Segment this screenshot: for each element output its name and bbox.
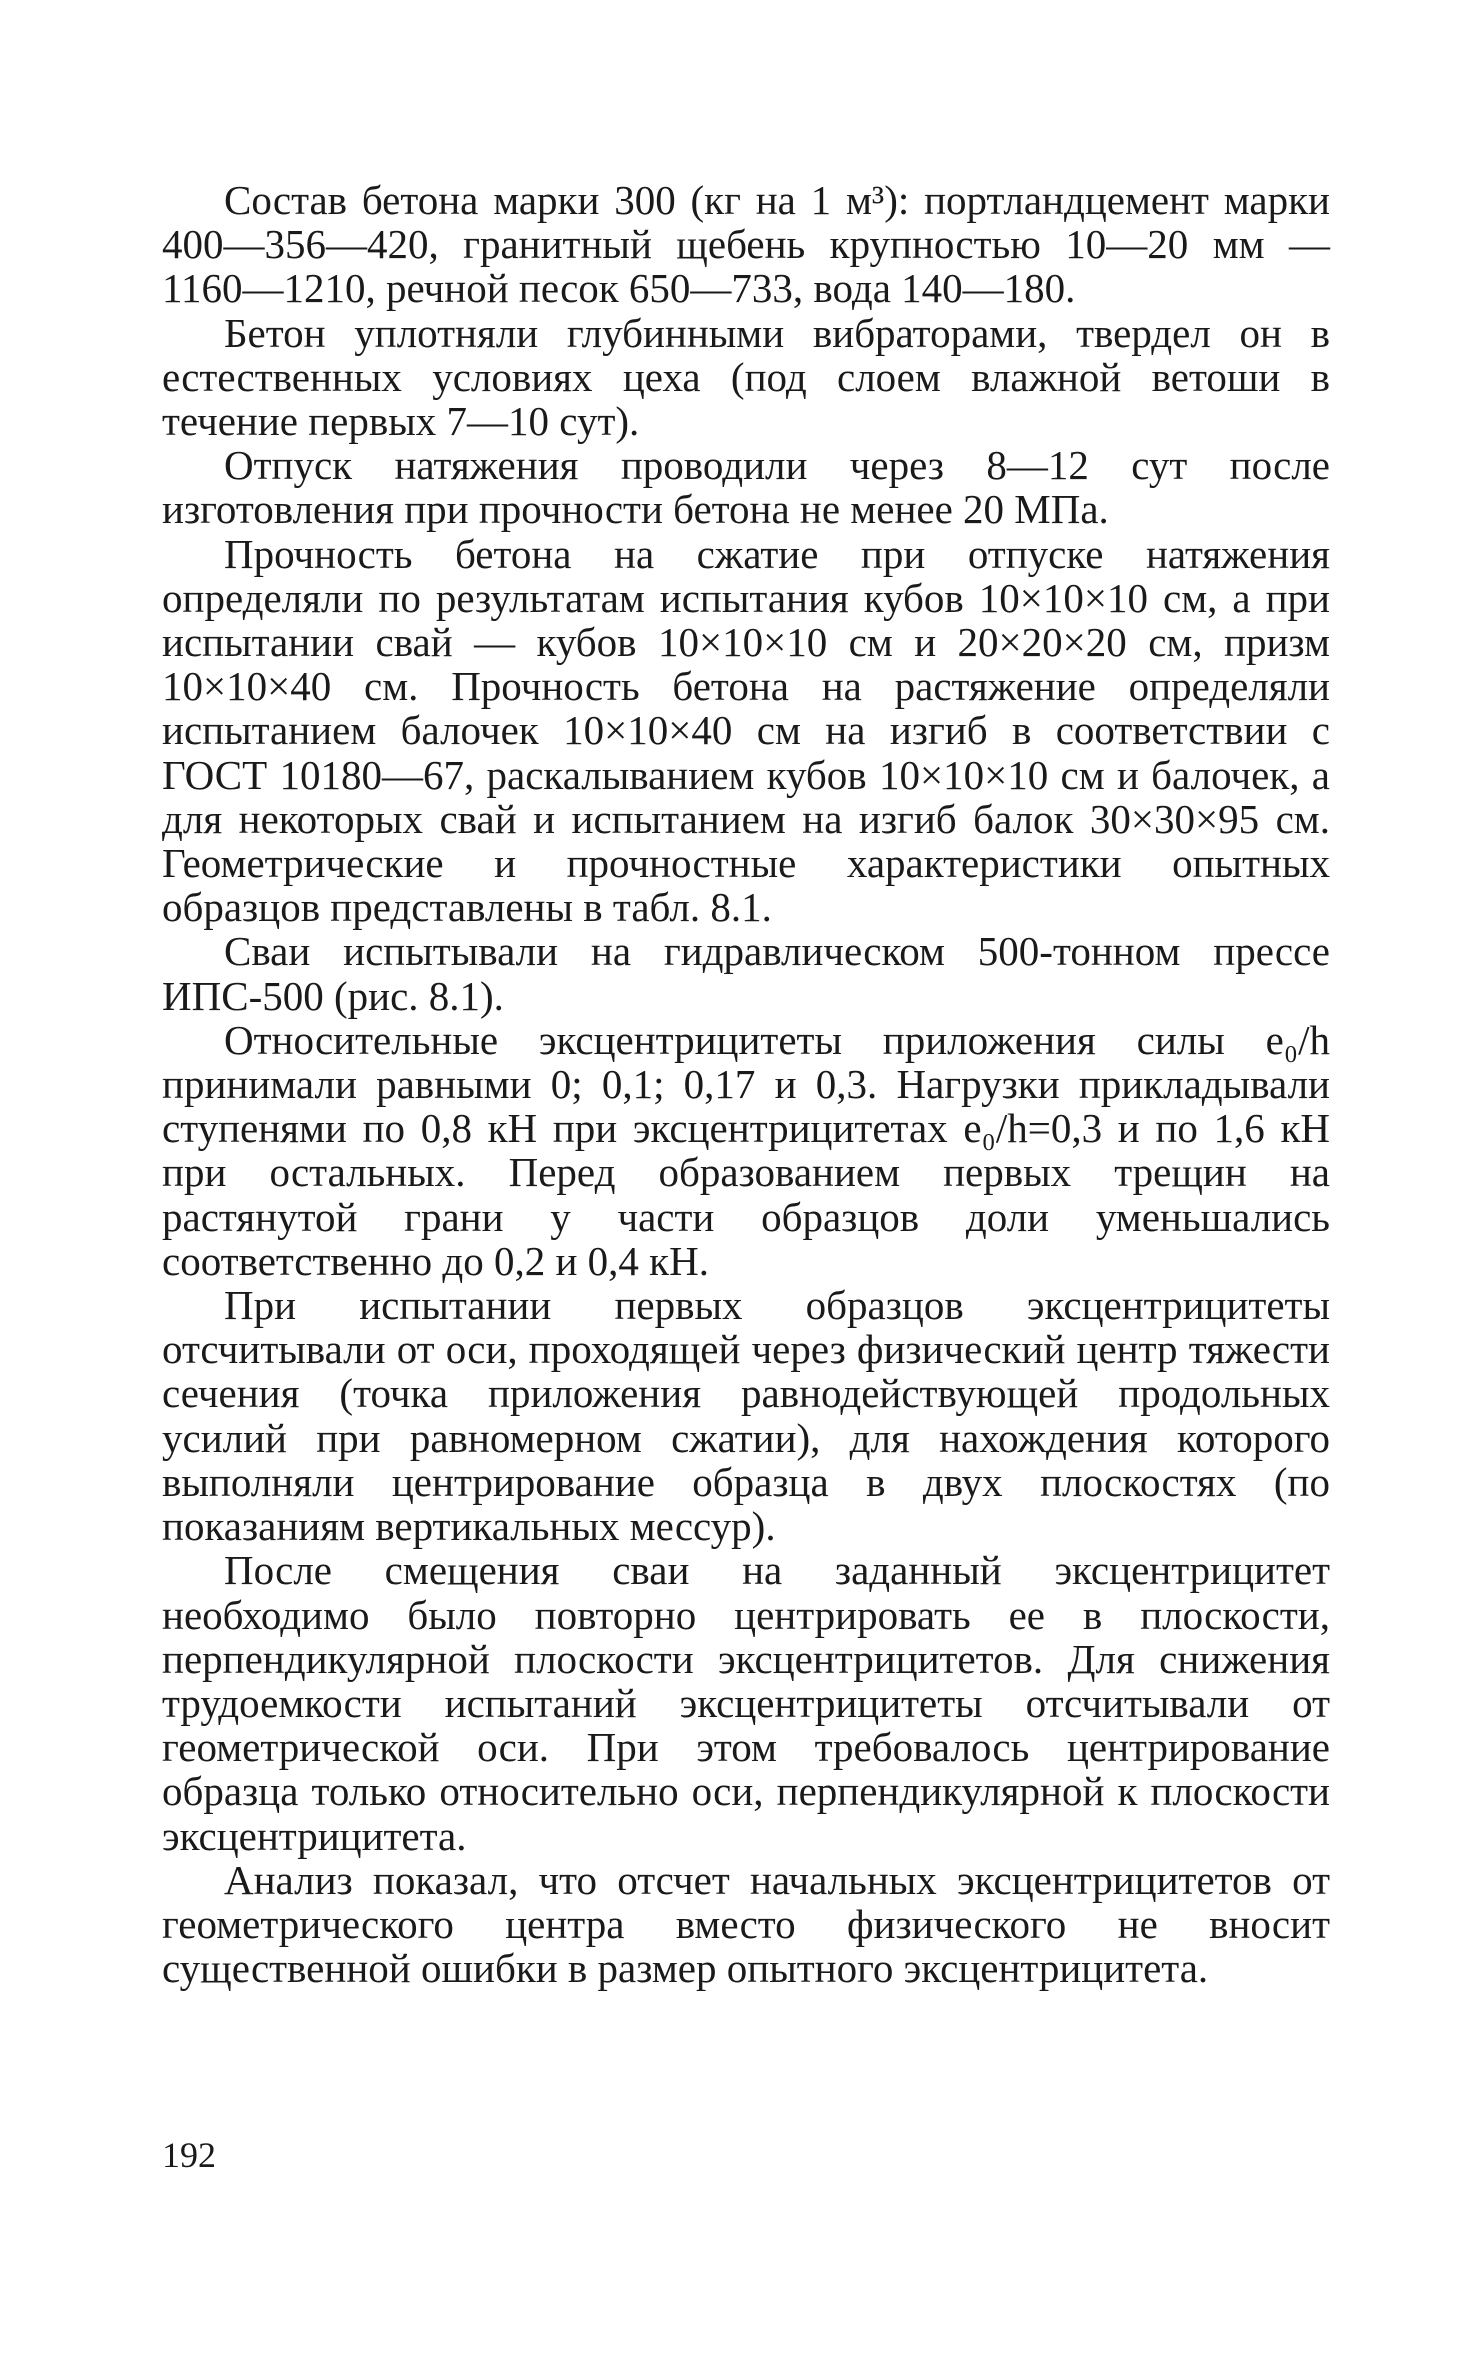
paragraph-first-samples: При испытании первых образцов эксцентрицитеты отсчитывали от оси, проходящей через физический центр тяжести сечения (точка приложения равнодействующей продольных усилий при равномерном сжатии), для нахождения которого выполняли центрирование образца в двух плоскостях (по показаниям вертикальных мессур). bbox=[162, 1282, 1330, 1550]
page-body bbox=[162, 178, 1330, 1990]
paragraph-press: Сваи испытывали на гидравлическом 500-тонном прессе ИПС-500 (рис. 8.1). bbox=[162, 928, 1330, 1019]
page-number: 192 bbox=[162, 2135, 216, 2175]
paragraph-compaction: Бетон уплотняли глубинными вибраторами, твердел он в естественных условиях цеха (под слоем влажной ветоши в течение первых 7—10 сут). bbox=[162, 309, 1330, 445]
paragraph-eccentricities: Относительные эксцентрицитеты приложения силы e₀/h принимали равными 0; 0,1; 0,17 и 0,3. Нагрузки прикладывали ступенями по 0,8 кН при эксцентрицитетах e₀/h=0,3 и по 1,6 кН при остальных. Перед образованием первых трещин на растянутой грани у части образцов доли уменьшались соответственно до 0,2 и 0,4 кН. bbox=[162, 1016, 1330, 1284]
paragraph-strength-testing: Прочность бетона на сжатие при отпуске натяжения определяли по результатам испытания кубов 10×10×10 см, а при испытании свай — кубов 10×10×10 см и 20×20×20 см, призм 10×10×40 см. Прочность бетона на растяжение определяли испытанием балочек 10×10×40 см на изгиб в соответствии с ГОСТ 10180—67, раскалыванием кубов 10×10×10 см и балочек, а для некоторых свай и испытанием на изгиб балок 30×30×95 см. Геометрические и прочностные характеристики опытных образцов представлены в табл. 8.1. bbox=[162, 530, 1330, 931]
paragraph-analysis: Анализ показал, что отсчет начальных эксцентрицитетов от геометрического центра вместо физического не вносит существенной ошибки в размер опытного эксцентрицитета. bbox=[162, 1856, 1330, 1992]
paragraph-recentering: После смещения сваи на заданный эксцентрицитет необходимо было повторно центрировать ее в плоскости, перпендикулярной плоскости эксцентрицитетов. Для снижения трудоемкости испытаний эксцентрицитеты отсчитывали от геометрической оси. При этом требовалось центрирование образца только относительно оси, перпендикулярной к плоскости эксцентрицитета. bbox=[162, 1547, 1330, 1859]
paragraph-concrete-composition: Состав бетона марки 300 (кг на 1 м³): портландцемент марки 400—356—420, гранитный щебень крупностью 10—20 мм — 1160—1210, речной песок 650—733, вода 140—180. bbox=[162, 177, 1330, 312]
paragraph-tension-release: Отпуск натяжения проводили через 8—12 сут после изготовления при прочности бетона не менее 20 МПа. bbox=[162, 442, 1330, 533]
